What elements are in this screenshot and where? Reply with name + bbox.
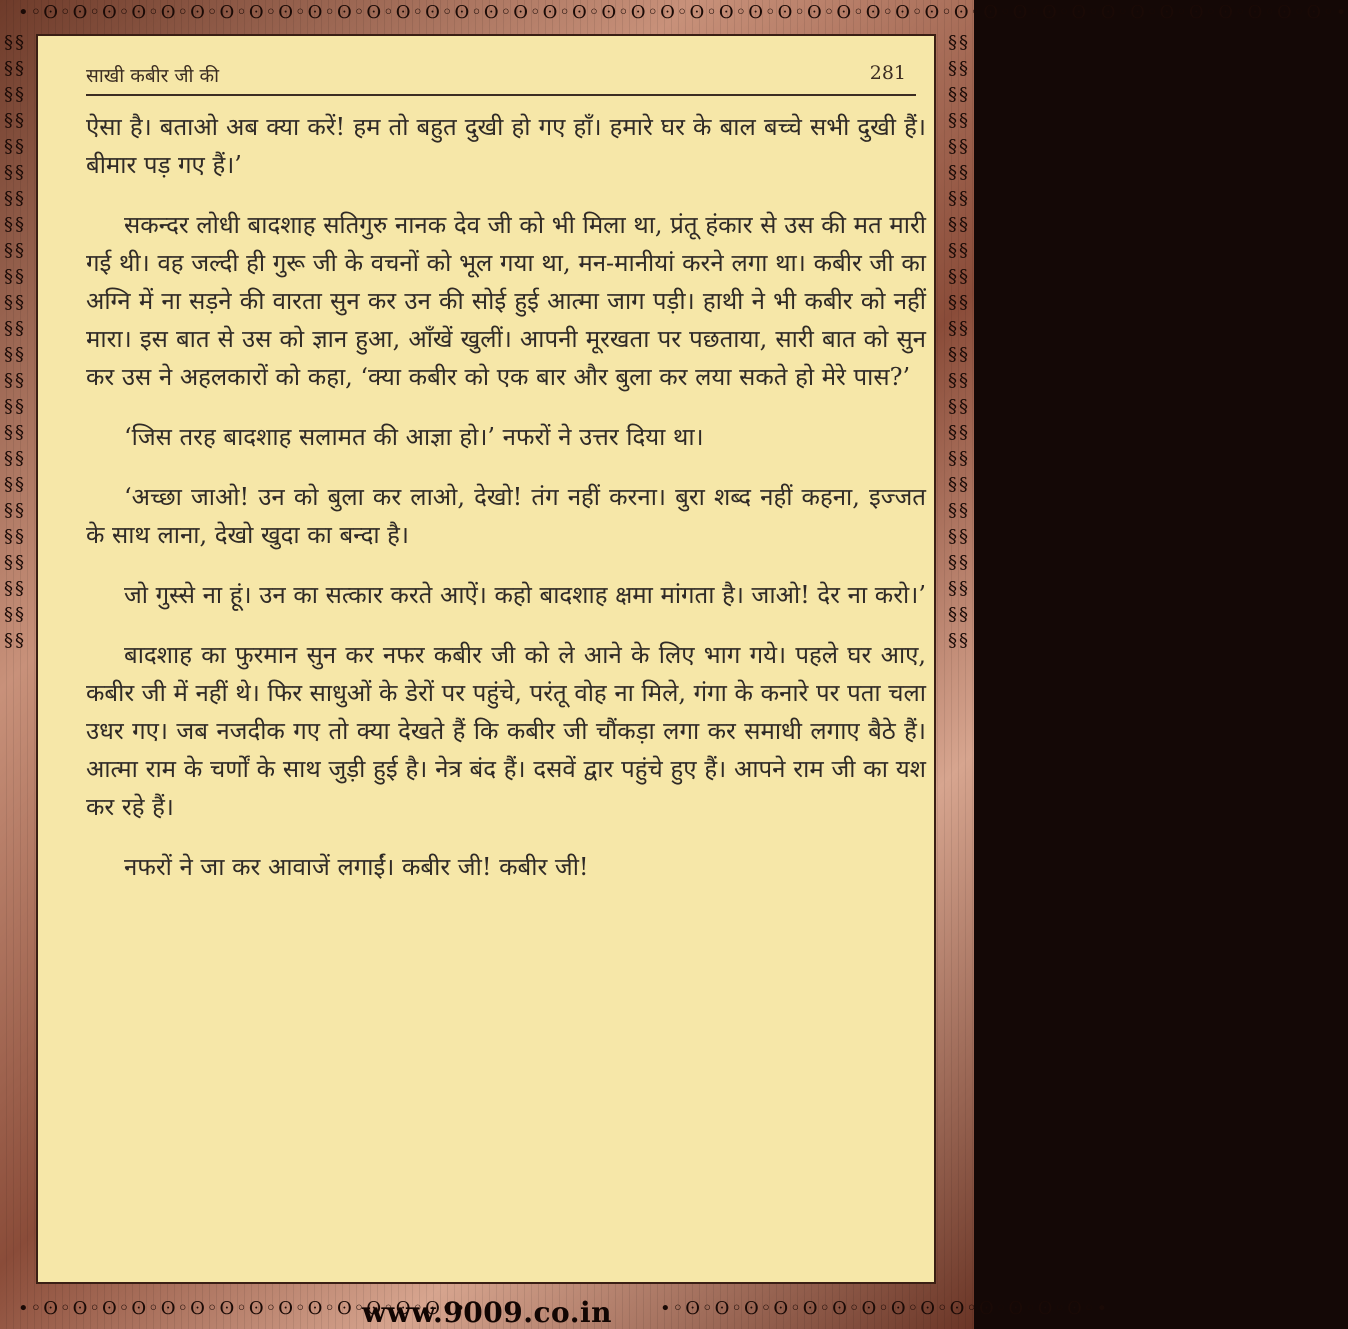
frame-ornament-left: §§§§§§§§§§§§§§§§§§§§§§§§§§§§§§§§§§§§§§§§§§§§§§§§ bbox=[4, 32, 26, 651]
frame-ornament-bottom-right: •◦ʘ◦ʘ◦ʘ◦ʘ◦ʘ◦ʘ◦ʘ◦ʘ◦ʘ◦ʘ◦ʘ◦ʘ◦ʘ◦ʘ◦• bbox=[660, 1298, 1110, 1319]
paragraph: बादशाह का फुरमान सुन कर नफर कबीर जी को ले आने के लिए भाग गये। पहले घर आए, कबीर जी में नहीं थे। फिर साधुओं के डेरों पर पहुंचे, परंतू वोह ना मिले, गंगा के कनारे पर पता चला उधर गए। जब नजदीक गए तो क्या देखते हैं कि कबीर जी चौंकड़ा लगा कर समाधी लगाए बैठे हैं। आत्मा राम के चर्णों के साथ जुड़ी हुई है। नेत्र बंद हैं। दसवें द्वार पहुंचे हुए हैं। आपने राम जी का यश कर रहे हैं। bbox=[86, 641, 926, 821]
page-number: 281 bbox=[869, 62, 906, 84]
frame-ornament-right: §§§§§§§§§§§§§§§§§§§§§§§§§§§§§§§§§§§§§§§§§§§§§§§§ bbox=[948, 32, 970, 651]
page-header bbox=[86, 60, 916, 96]
running-title: साखी कबीर जी की bbox=[86, 65, 220, 87]
paragraph: जो गुस्से ना हूं। उन का सत्कार करते आऐं। कहो बादशाह क्षमा मांगता है। जाओ! देर ना करो।’ bbox=[124, 581, 926, 609]
page-body bbox=[86, 108, 926, 908]
paragraph: ‘अच्छा जाओ! उन को बुला कर लाओ, देखो! तंग नहीं करना। बुरा शब्द नहीं कहना, इज्जत के साथ लाना, देखो खुदा का बन्दा है। bbox=[86, 483, 926, 549]
footer-website-url: www.9009.co.in bbox=[362, 1296, 612, 1329]
book-page bbox=[36, 34, 936, 1284]
frame-ornament-top: •◦ʘ◦ʘ◦ʘ◦ʘ◦ʘ◦ʘ◦ʘ◦ʘ◦ʘ◦ʘ◦ʘ◦ʘ◦ʘ◦ʘ◦ʘ◦ʘ◦ʘ◦ʘ◦ʘ◦ʘ◦ʘ◦ʘ◦ʘ◦ʘ◦ʘ◦ʘ◦ʘ◦ʘ◦ʘ◦ʘ◦ʘ◦ʘ◦ʘ◦ʘ◦ʘ◦ʘ◦ʘ◦ʘ◦ʘ◦ʘ◦ʘ◦ʘ◦ʘ◦ʘ◦• bbox=[18, 2, 1348, 23]
paragraph: ‘जिस तरह बादशाह सलामत की आज्ञा हो।’ नफरों ने उत्तर दिया था। bbox=[124, 423, 704, 451]
paragraph: ऐसा है। बताओ अब क्या करें! हम तो बहुत दुखी हो गए हाँ। हमारे घर के बाल बच्चे सभी दुखी हैं। बीमार पड़ गए हैं।’ bbox=[86, 113, 926, 179]
paragraph: नफरों ने जा कर आवाजें लगाईं। कबीर जी! कबीर जी! bbox=[124, 853, 589, 881]
frame-ornament-bottom-left: •◦ʘ◦ʘ◦ʘ◦ʘ◦ʘ◦ʘ◦ʘ◦ʘ◦ʘ◦ʘ◦ʘ◦ʘ◦ʘ◦ʘ◦• bbox=[18, 1298, 468, 1319]
paragraph: सकन्दर लोधी बादशाह सतिगुरु नानक देव जी को भी मिला था, प्रंतू हंकार से उस की मत मारी गई थी। वह जल्दी ही गुरू जी के वचनों को भूल गया था, मन-मानीयां करने लगा था। कबीर जी का अग्नि में ना सड़ने की वारता सुन कर उन की सोई हुई आत्मा जाग पड़ी। हाथी ने भी कबीर को नहीं मारा। इस बात से उस को ज्ञान हुआ, आँखें खुलीं। आपनी मूरखता पर पछताया, सारी बात को सुन कर उस ने अहलकारों को कहा, ‘क्या कबीर को एक बार और बुला कर लया सकते हो मेरे पास?’ bbox=[86, 211, 926, 391]
